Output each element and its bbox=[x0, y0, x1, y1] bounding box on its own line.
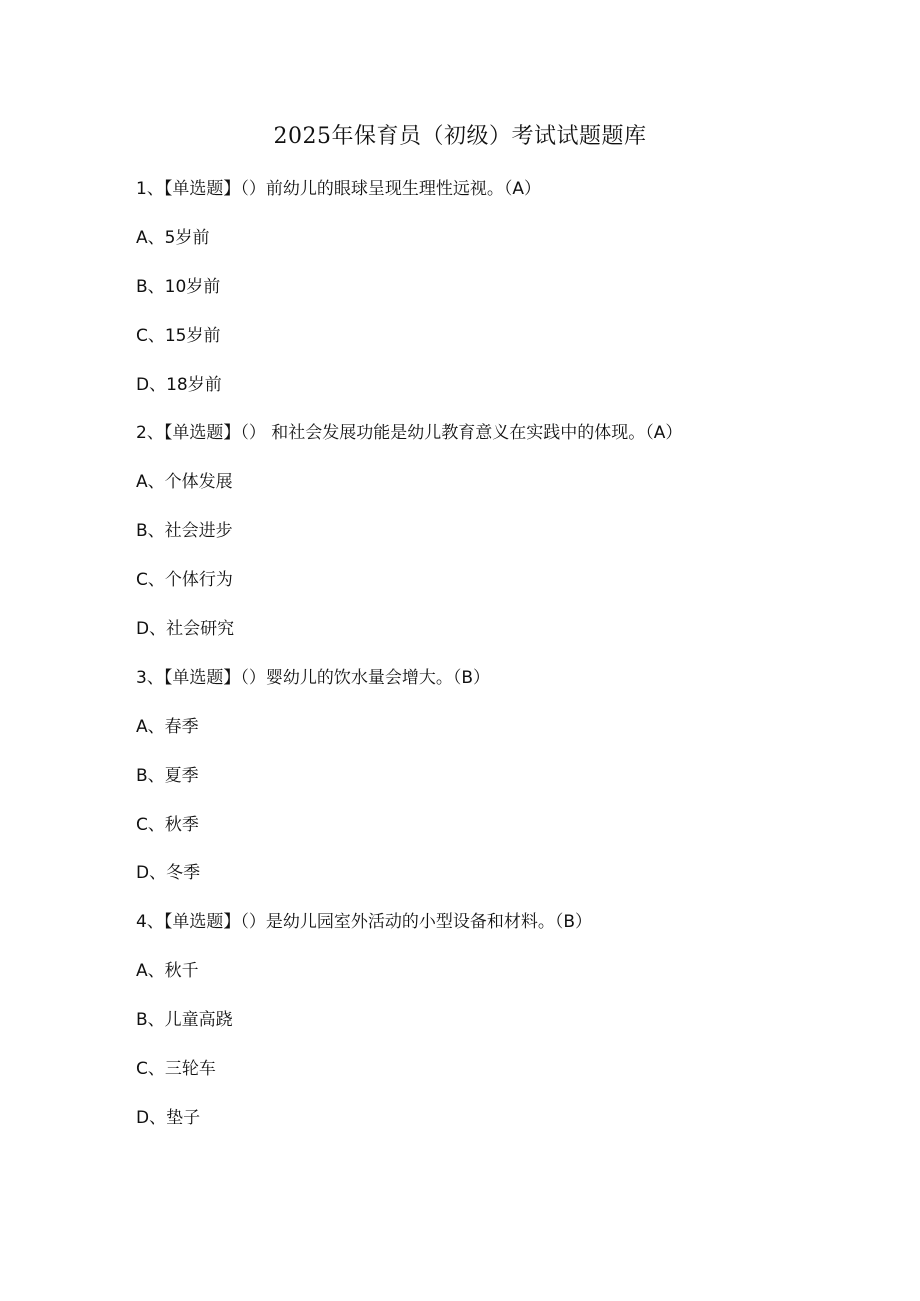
option-a: A、5岁前 bbox=[136, 227, 210, 248]
option-b: B、夏季 bbox=[136, 765, 199, 786]
option-c: C、15岁前 bbox=[136, 325, 221, 346]
question-stem: 4、【单选题】（）是幼儿园室外活动的小型设备和材料。（B） bbox=[136, 912, 592, 933]
option-d: D、社会研究 bbox=[136, 619, 235, 640]
question-stem: 1、【单选题】（）前幼儿的眼球呈现生理性远视。（A） bbox=[136, 179, 541, 199]
question-stem: 3、【单选题】（）婴幼儿的饮水量会增大。（B） bbox=[136, 667, 490, 688]
option-b: B、社会进步 bbox=[136, 521, 233, 542]
option-a: A、春季 bbox=[136, 716, 199, 737]
question-1 bbox=[136, 174, 856, 418]
option-d: D、垫子 bbox=[136, 1107, 201, 1128]
option-c: C、秋季 bbox=[136, 814, 199, 835]
option-c: C、个体行为 bbox=[136, 570, 233, 591]
question-2 bbox=[136, 418, 856, 662]
option-b: B、儿童高跷 bbox=[136, 1010, 233, 1031]
question-list bbox=[136, 174, 856, 1152]
option-d: D、18岁前 bbox=[136, 374, 222, 395]
question-stem: 2、【单选题】（） 和社会发展功能是幼儿教育意义在实践中的体现。（A） bbox=[136, 423, 683, 444]
option-a: A、秋千 bbox=[136, 961, 199, 982]
question-4 bbox=[136, 907, 856, 1151]
option-b: B、10岁前 bbox=[136, 276, 221, 297]
question-3 bbox=[136, 663, 856, 907]
option-a: A、个体发展 bbox=[136, 472, 233, 493]
document-title: 2025年保育员（初级）考试试题题库 bbox=[273, 124, 647, 149]
option-c: C、三轮车 bbox=[136, 1059, 216, 1080]
option-d: D、冬季 bbox=[136, 863, 201, 884]
